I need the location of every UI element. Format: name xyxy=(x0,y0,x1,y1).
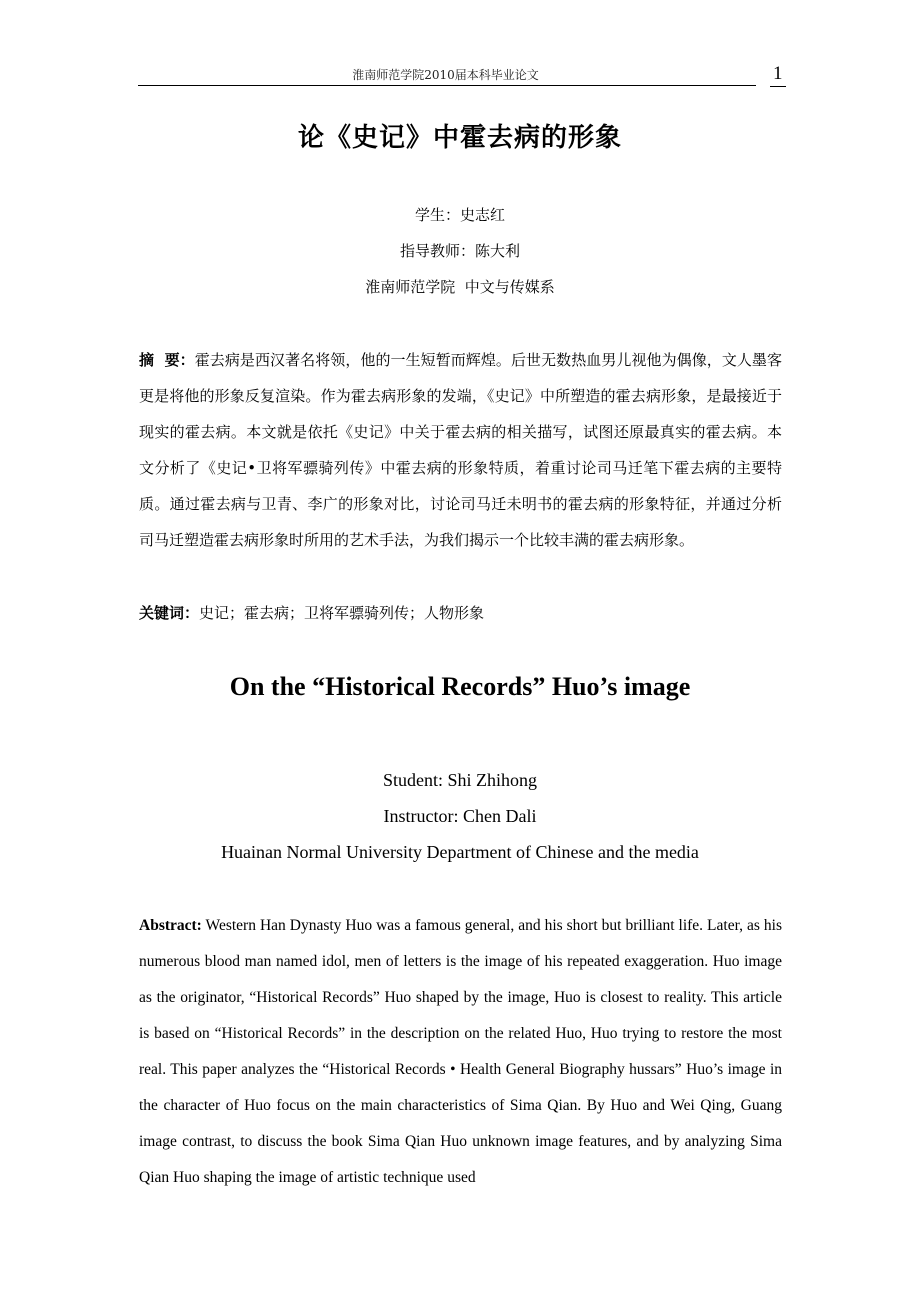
english-instructor: Instructor: Chen Dali xyxy=(383,806,537,826)
english-abstract-label: Abstract: xyxy=(139,917,202,934)
english-abstract xyxy=(139,908,782,1196)
english-abstract-text: Western Han Dynasty Huo was a famous general, and his short but brilliant life. Later, as his numerous blood man named idol, men of letters is the image of his repeated exaggeration. Huo image as the originator, “Historical Records” Huo shaped by the image, Huo is closest to reality. This article is based on “Historical Records” in the description on the related Huo, Huo trying to restore the most real. This paper analyzes the “Historical Records • Health General Biography hussars” Huo’s image in the character of Huo focus on the main characteristics of Sima Qian. By Huo and Wei Qing, Guang image contrast, to discuss the book Sima Qian Huo unknown image features, and by analyzing Sima Qian Huo shaping the image of artistic technique used xyxy=(139,917,782,1186)
page-number: 1 xyxy=(770,62,786,87)
english-institution: Huainan Normal University Department of Chinese and the media xyxy=(221,842,699,862)
header-rule xyxy=(138,85,756,86)
chinese-keywords-label: 关键词： xyxy=(139,604,200,622)
chinese-keywords xyxy=(139,595,782,631)
chinese-student: 学生：史志红 xyxy=(414,206,505,224)
chinese-instructor: 指导教师：陈大利 xyxy=(399,242,520,260)
chinese-abstract-text: 霍去病是西汉著名将领，他的一生短暂而辉煌。后世无数热血男儿视他为偶像，文人墨客更是将他的形象反复渲染。作为霍去病形象的发端，《史记》中所塑造的霍去病形象，是最接近于现实的霍去病。本文就是依托《史记》中关于霍去病的相关描写，试图还原最真实的霍去病。本文分析了《史记•卫将军骠骑列传》中霍去病的形象特质，着重讨论司马迁笔下霍去病的主要特质。通过霍去病与卫青、李广的形象对比，讨论司马迁未明书的霍去病的形象特征，并通过分析司马迁塑造霍去病形象时所用的艺术手法，为我们揭示一个比较丰满的霍去病形象。 xyxy=(139,351,782,549)
header-title: 淮南师范学院2010届本科毕业论文 xyxy=(352,68,539,82)
chinese-title: 论《史记》中霍去病的形象 xyxy=(297,123,622,153)
page-header xyxy=(138,60,783,90)
chinese-institution: 淮南师范学院 中文与传媒系 xyxy=(365,278,555,296)
english-title: On the “Historical Records” Huo’s image xyxy=(229,672,691,701)
chinese-abstract xyxy=(139,342,782,558)
english-student: Student: Shi Zhihong xyxy=(382,770,537,790)
chinese-abstract-label: 摘 要： xyxy=(139,351,195,369)
chinese-keywords-text: 史记；霍去病；卫将军骠骑列传；人物形象 xyxy=(199,604,485,622)
